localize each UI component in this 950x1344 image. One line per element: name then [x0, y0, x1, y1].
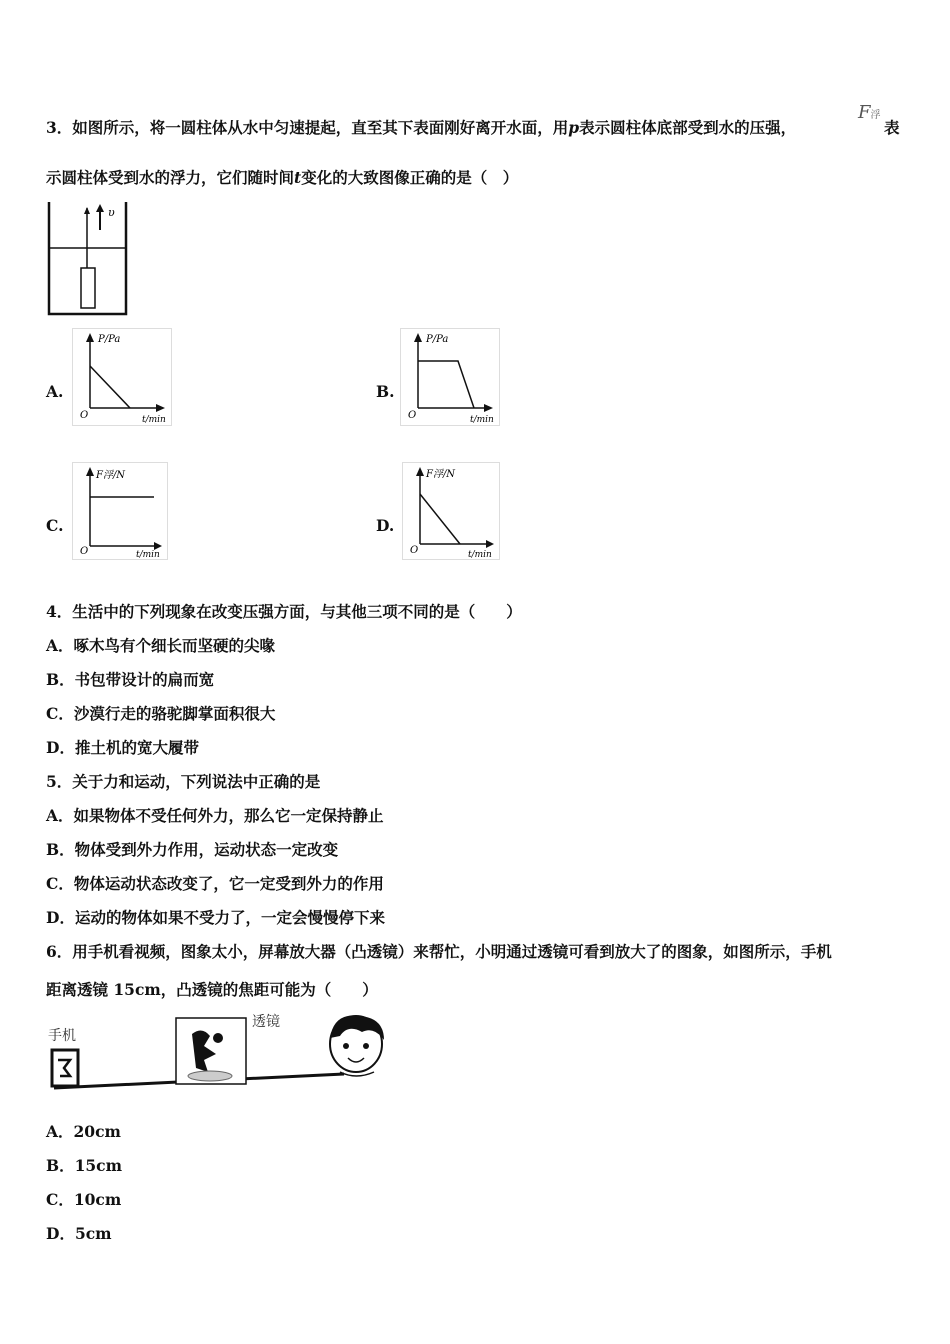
x-axis-label: t/min [142, 415, 166, 425]
y-axis-label: P/Pa [426, 334, 449, 345]
q5-option-c: C．物体运动状态改变了，它一定受到外力的作用 [46, 874, 384, 893]
q4-option-d: D．推土机的宽大履带 [46, 738, 199, 757]
q3-stem-line1: 3．如图所示，将一圆柱体从水中匀速提起，直至其下表面刚好离开水面，用p表示圆柱体底部受到水的压强， [46, 118, 797, 137]
q4-option-a: A．啄木鸟有个细长而坚硬的尖喙 [46, 636, 276, 655]
y-axis-label: F浮/N [96, 470, 126, 481]
q6-option-b: B．15cm [46, 1156, 123, 1175]
x-axis-label: t/min [470, 415, 494, 425]
q3-option-d-label: D. [376, 516, 395, 535]
x-axis-label: t/min [136, 550, 160, 560]
q5-option-d: D．运动的物体如果不受力了，一定会慢慢停下来 [46, 908, 385, 927]
origin-label: O [408, 410, 417, 421]
phone-label: 手机 [48, 1028, 76, 1044]
q5-stem: 5．关于力和运动，下列说法中正确的是 [46, 772, 321, 791]
q3-graph-c [72, 462, 168, 560]
lens-figure [44, 1010, 394, 1095]
lens-label: 透镜 [252, 1014, 280, 1030]
q3-graph-d [402, 462, 500, 560]
buoyancy-symbol: F浮 [858, 102, 881, 123]
q3-graph-a [72, 328, 172, 426]
q3-option-c-label: C. [46, 516, 64, 535]
q5-option-b: B．物体受到外力作用，运动状态一定改变 [46, 840, 339, 859]
q4-stem: 4．生活中的下列现象在改变压强方面，与其他三项不同的是（ ） [46, 602, 522, 621]
q6-option-a: A．20cm [46, 1122, 121, 1141]
y-axis-label: F浮/N [426, 469, 456, 480]
q5-option-a: A．如果物体不受任何外力，那么它一定保持静止 [46, 806, 384, 825]
x-axis-label: t/min [468, 550, 492, 560]
velocity-label: υ [108, 206, 115, 219]
q6-stem-line2: 距离透镜 15cm，凸透镜的焦距可能为（ ） [46, 980, 378, 999]
q4-option-c: C．沙漠行走的骆驼脚掌面积很大 [46, 704, 276, 723]
q6-option-d: D．5cm [46, 1224, 112, 1243]
q3-option-a-label: A. [46, 382, 64, 401]
origin-label: O [80, 546, 89, 557]
q3-graph-b [400, 328, 500, 426]
y-axis-label: P/Pa [98, 334, 121, 345]
origin-label: O [80, 410, 89, 421]
beaker-figure [46, 200, 130, 318]
q4-option-b: B．书包带设计的扁而宽 [46, 670, 215, 689]
origin-label: O [410, 545, 419, 556]
q3-stem-line2: 示圆柱体受到水的浮力，它们随时间t变化的大致图像正确的是（ ） [46, 168, 519, 187]
q3-stem-line1-tail: 表 [884, 118, 900, 137]
q6-option-c: C．10cm [46, 1190, 122, 1209]
q3-option-b-label: B. [376, 382, 395, 401]
q6-stem-line1: 6．用手机看视频，图象太小，屏幕放大器（凸透镜）来帮忙，小明通过透镜可看到放大了的图象，如图所示，手机 [46, 942, 832, 961]
